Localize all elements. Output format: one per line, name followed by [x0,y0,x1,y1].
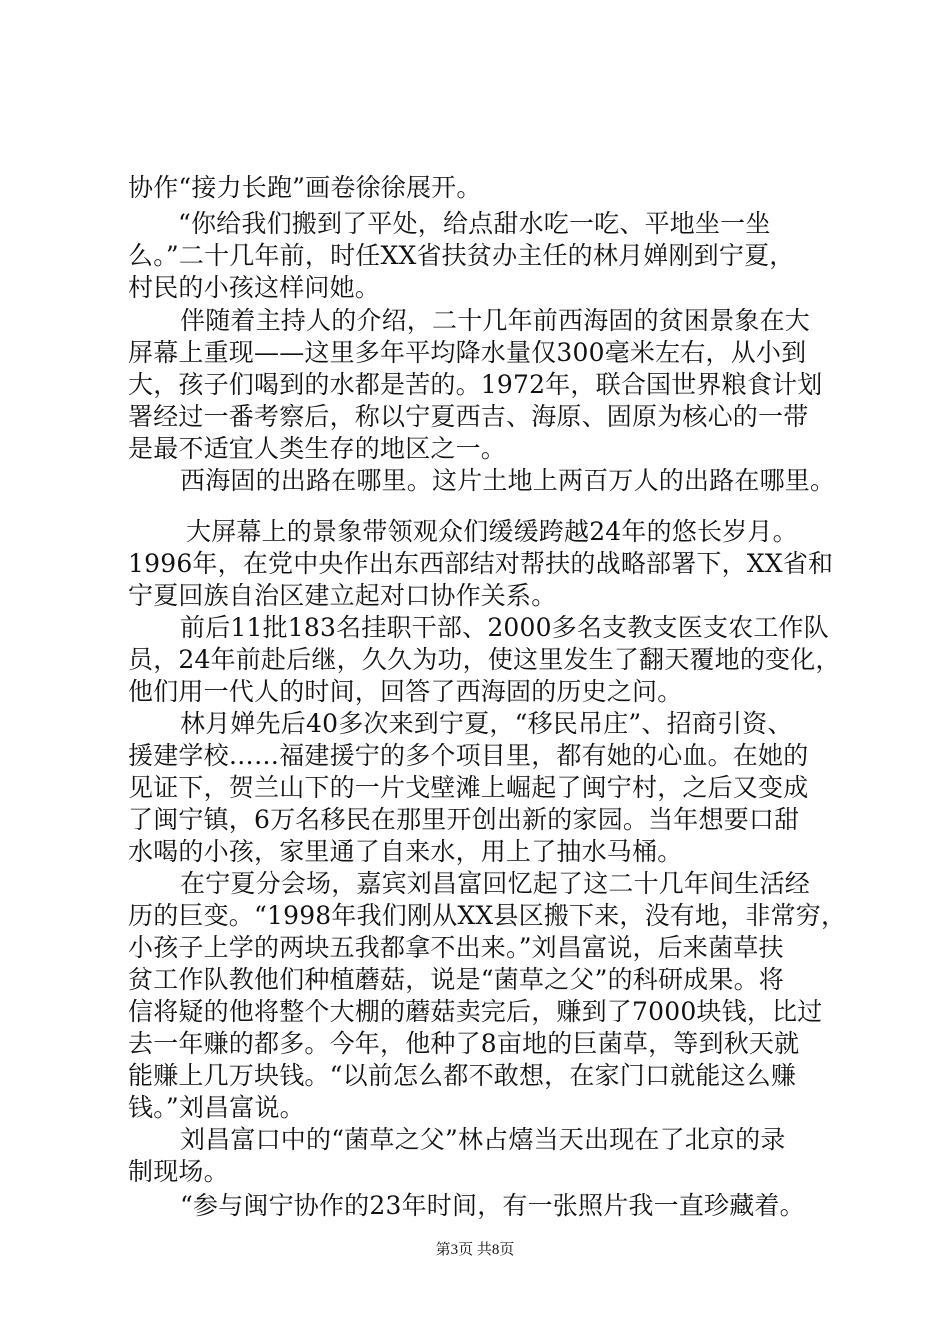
page-number-footer: 第3页 共8页 [435,1242,515,1258]
text-line: 信将疑的他将整个大棚的蘑菇卖完后，赚到了7000块钱，比过 [128,997,823,1026]
text-line: 1996年，在党中央作出东西部结对帮扶的战略部署下，XX省和 [128,549,834,578]
text-line: 在宁夏分会场，嘉宾刘昌富回忆起了这二十几年间生活经 [180,869,811,898]
text-line: “参与闽宁协作的23年时间，有一张照片我一直珍藏着。 [180,1191,805,1220]
text-line: 大屏幕上的景象带领观众们缓缓跨越24年的悠长岁月。 [186,517,798,546]
text-line: 林月婵先后40多次来到宁夏，“移民吊庄”、招商引资、 [180,709,793,738]
text-line: 署经过一番考察后，称以宁夏西吉、海原、固原为核心的一带 [128,402,809,431]
text-line: 历的巨变。“1998年我们刚从XX县区搬下来，没有地，非常穷， [128,901,847,930]
text-line: 宁夏回族自治区建立起对口协作关系。 [128,581,557,610]
text-line: 员，24年前赴后继，久久为功，使这里发生了翻天覆地的变化， [128,645,841,674]
text-line: 贫工作队教他们种植蘑菇，说是“菌草之父”的科研成果。将 [128,965,784,994]
text-line: 水喝的小孩，家里通了自来水，用上了抽水马桶。 [128,837,683,866]
text-line: 西海固的出路在哪里。这片土地上两百万人的出路在哪里。 [180,466,836,495]
text-line: 是最不适宜人类生存的地区之一。 [128,434,507,463]
text-line: 前后11批183名挂职干部、2000多名支教支医支农工作队 [180,613,829,642]
text-line: 村民的小孩这样问她。 [128,273,381,302]
text-line: 么。”二十几年前，时任XX省扶贫办主任的林月婵刚到宁夏， [128,241,795,270]
text-line: 制现场。 [128,1157,229,1186]
text-line: 他们用一代人的时间，回答了西海固的历史之问。 [128,677,683,706]
text-line: 钱。”刘昌富说。 [128,1093,305,1122]
text-line: 见证下，贺兰山下的一片戈壁滩上崛起了闽宁村，之后又变成 [128,773,809,802]
text-line: 援建学校……福建援宁的多个项目里，都有她的心血。在她的 [128,741,809,770]
text-line: 刘昌富口中的“菌草之父”林占熺当天出现在了北京的录 [180,1125,786,1154]
text-line: 了闽宁镇，6万名移民在那里开创出新的家园。当年想要口甜 [128,805,800,834]
text-line: “你给我们搬到了平处，给点甜水吃一吃、平地坐一坐 [178,209,771,238]
text-line: 去一年赚的都多。今年，他种了8亩地的巨菌草，等到秋天就 [128,1029,800,1058]
text-line: 伴随着主持人的介绍，二十几年前西海固的贫困景象在大 [180,306,811,335]
text-line: 能赚上几万块钱。“以前怎么都不敢想，在家门口就能这么赚 [128,1061,797,1090]
text-line: 屏幕上重现——这里多年平均降水量仅300毫米左右，从小到 [128,338,807,367]
text-line: 协作“接力长跑”画卷徐徐展开。 [128,173,482,202]
text-line: 小孩子上学的两块五我都拿不出来。”刘昌富说，后来菌草扶 [128,933,784,962]
text-line: 大，孩子们喝到的水都是苦的。1972年，联合国世界粮食计划 [128,370,823,399]
